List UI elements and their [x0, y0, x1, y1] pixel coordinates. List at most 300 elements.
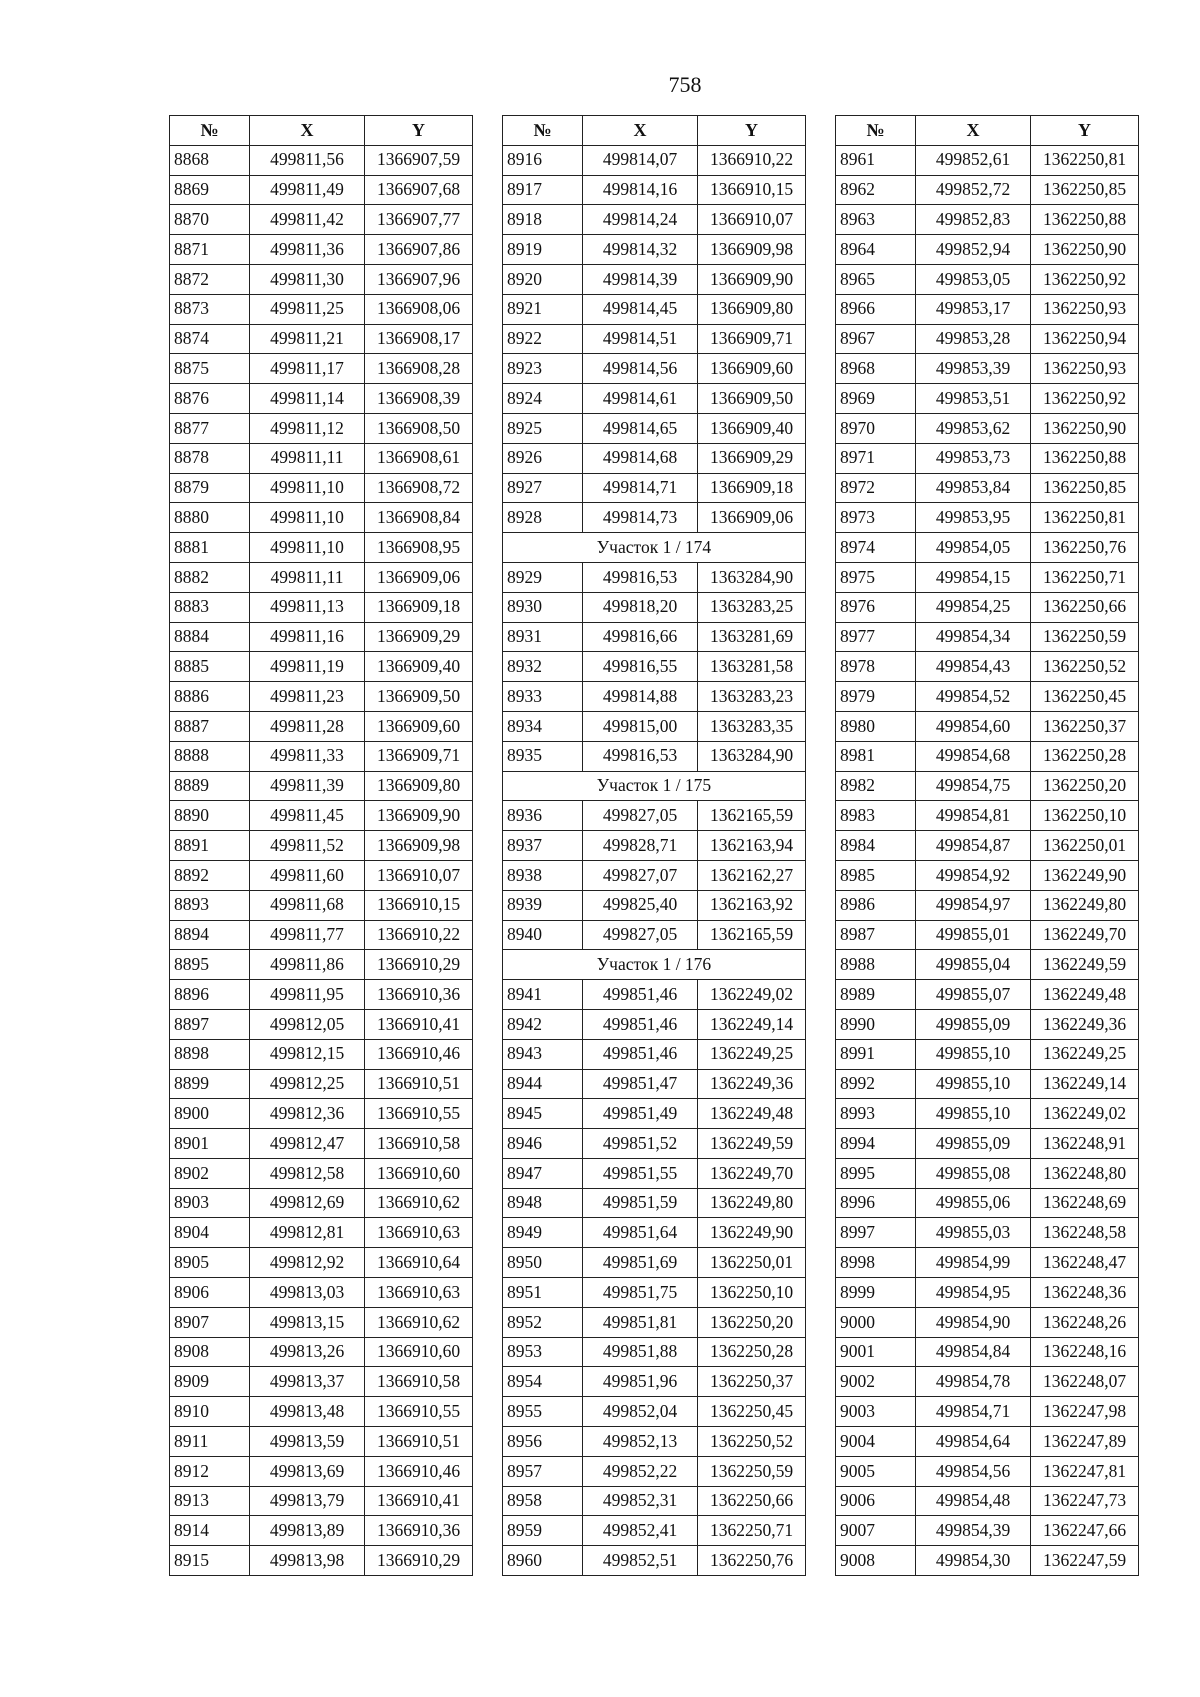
point-number: 8941 — [503, 980, 583, 1010]
x-coordinate: 499852,61 — [916, 145, 1031, 175]
x-coordinate: 499813,69 — [250, 1456, 365, 1486]
x-coordinate: 499854,56 — [916, 1456, 1031, 1486]
y-coordinate: 1362250,76 — [1031, 533, 1139, 563]
y-coordinate: 1362250,88 — [1031, 443, 1139, 473]
point-number: 8972 — [836, 473, 916, 503]
y-coordinate: 1362248,36 — [1031, 1278, 1139, 1308]
point-number: 8919 — [503, 235, 583, 265]
y-coordinate: 1366910,58 — [365, 1367, 473, 1397]
table-row — [503, 831, 806, 861]
y-coordinate: 1366907,96 — [365, 264, 473, 294]
point-number: 8874 — [170, 324, 250, 354]
x-coordinate: 499811,52 — [250, 831, 365, 861]
y-coordinate: 1362250,59 — [1031, 622, 1139, 652]
x-coordinate: 499854,99 — [916, 1248, 1031, 1278]
table-row — [836, 533, 1139, 563]
table-row — [836, 860, 1139, 890]
y-coordinate: 1362250,28 — [1031, 741, 1139, 771]
y-coordinate: 1366909,90 — [365, 801, 473, 831]
table-row — [503, 294, 806, 324]
x-coordinate: 499854,95 — [916, 1278, 1031, 1308]
table-row — [503, 1278, 806, 1308]
y-coordinate: 1362250,37 — [698, 1367, 806, 1397]
y-coordinate: 1363283,25 — [698, 592, 806, 622]
y-coordinate: 1366907,59 — [365, 145, 473, 175]
y-coordinate: 1366910,36 — [365, 1516, 473, 1546]
point-number: 8975 — [836, 562, 916, 592]
section-row — [503, 533, 806, 563]
point-number: 8883 — [170, 592, 250, 622]
table-row — [170, 1248, 473, 1278]
y-coordinate: 1366910,29 — [365, 950, 473, 980]
x-coordinate: 499813,37 — [250, 1367, 365, 1397]
x-coordinate: 499814,32 — [583, 235, 698, 265]
header-number: № — [170, 116, 250, 146]
header-y: Y — [1031, 116, 1139, 146]
y-coordinate: 1366909,40 — [365, 652, 473, 682]
x-coordinate: 499811,13 — [250, 592, 365, 622]
y-coordinate: 1366909,80 — [698, 294, 806, 324]
y-coordinate: 1363281,69 — [698, 622, 806, 652]
table-row — [503, 235, 806, 265]
table-row — [170, 1039, 473, 1069]
y-coordinate: 1362250,52 — [698, 1427, 806, 1457]
y-coordinate: 1362249,25 — [698, 1039, 806, 1069]
table-row — [503, 801, 806, 831]
point-number: 8879 — [170, 473, 250, 503]
point-number: 8935 — [503, 741, 583, 771]
y-coordinate: 1366910,55 — [365, 1397, 473, 1427]
y-coordinate: 1362250,59 — [698, 1456, 806, 1486]
point-number: 8887 — [170, 711, 250, 741]
table-row — [836, 1158, 1139, 1188]
header-row — [836, 116, 1139, 146]
point-number: 8984 — [836, 831, 916, 861]
table-row — [836, 1337, 1139, 1367]
y-coordinate: 1362250,92 — [1031, 264, 1139, 294]
table-row — [836, 294, 1139, 324]
y-coordinate: 1366908,72 — [365, 473, 473, 503]
x-coordinate: 499811,14 — [250, 384, 365, 414]
x-coordinate: 499855,10 — [916, 1069, 1031, 1099]
x-coordinate: 499816,66 — [583, 622, 698, 652]
point-number: 8921 — [503, 294, 583, 324]
y-coordinate: 1366909,06 — [698, 503, 806, 533]
table-row — [170, 1337, 473, 1367]
table-row — [836, 1486, 1139, 1516]
y-coordinate: 1366910,22 — [365, 920, 473, 950]
table-row — [170, 1188, 473, 1218]
x-coordinate: 499854,60 — [916, 711, 1031, 741]
point-number: 8949 — [503, 1218, 583, 1248]
point-number: 8944 — [503, 1069, 583, 1099]
point-number: 8992 — [836, 1069, 916, 1099]
x-coordinate: 499854,52 — [916, 682, 1031, 712]
x-coordinate: 499814,24 — [583, 205, 698, 235]
x-coordinate: 499816,53 — [583, 562, 698, 592]
point-number: 8968 — [836, 354, 916, 384]
y-coordinate: 1362249,14 — [1031, 1069, 1139, 1099]
table-row — [503, 1009, 806, 1039]
point-number: 8872 — [170, 264, 250, 294]
point-number: 9006 — [836, 1486, 916, 1516]
point-number: 8943 — [503, 1039, 583, 1069]
table-row — [503, 1456, 806, 1486]
point-number: 8902 — [170, 1158, 250, 1188]
table-row — [836, 1009, 1139, 1039]
point-number: 8914 — [170, 1516, 250, 1546]
x-coordinate: 499811,30 — [250, 264, 365, 294]
x-coordinate: 499855,07 — [916, 980, 1031, 1010]
point-number: 8926 — [503, 443, 583, 473]
x-coordinate: 499854,34 — [916, 622, 1031, 652]
y-coordinate: 1366908,50 — [365, 413, 473, 443]
y-coordinate: 1366910,46 — [365, 1039, 473, 1069]
table-row — [170, 1397, 473, 1427]
table-row — [170, 801, 473, 831]
x-coordinate: 499854,81 — [916, 801, 1031, 831]
y-coordinate: 1362249,80 — [1031, 890, 1139, 920]
table-row — [170, 1218, 473, 1248]
y-coordinate: 1366907,77 — [365, 205, 473, 235]
point-number: 8885 — [170, 652, 250, 682]
point-number: 8911 — [170, 1427, 250, 1457]
x-coordinate: 499814,73 — [583, 503, 698, 533]
y-coordinate: 1366909,60 — [365, 711, 473, 741]
table-row — [503, 592, 806, 622]
header-row — [170, 116, 473, 146]
point-number: 8870 — [170, 205, 250, 235]
table-row — [170, 741, 473, 771]
x-coordinate: 499853,73 — [916, 443, 1031, 473]
y-coordinate: 1366908,06 — [365, 294, 473, 324]
x-coordinate: 499811,23 — [250, 682, 365, 712]
x-coordinate: 499854,87 — [916, 831, 1031, 861]
table-row — [503, 1427, 806, 1457]
x-coordinate: 499854,05 — [916, 533, 1031, 563]
point-number: 8894 — [170, 920, 250, 950]
x-coordinate: 499811,21 — [250, 324, 365, 354]
x-coordinate: 499811,39 — [250, 771, 365, 801]
point-number: 8963 — [836, 205, 916, 235]
point-number: 8871 — [170, 235, 250, 265]
x-coordinate: 499851,59 — [583, 1188, 698, 1218]
table-row — [170, 1009, 473, 1039]
table-row — [836, 1099, 1139, 1129]
y-coordinate: 1362250,90 — [1031, 413, 1139, 443]
x-coordinate: 499811,28 — [250, 711, 365, 741]
table-row — [836, 682, 1139, 712]
point-number: 8948 — [503, 1188, 583, 1218]
x-coordinate: 499854,15 — [916, 562, 1031, 592]
point-number: 8931 — [503, 622, 583, 652]
table-row — [170, 682, 473, 712]
y-coordinate: 1366910,22 — [698, 145, 806, 175]
table-row — [170, 1486, 473, 1516]
y-coordinate: 1366909,98 — [698, 235, 806, 265]
table-row — [836, 384, 1139, 414]
table-row — [836, 443, 1139, 473]
table-row — [836, 771, 1139, 801]
point-number: 8908 — [170, 1337, 250, 1367]
table-row — [170, 1099, 473, 1129]
y-coordinate: 1366909,18 — [698, 473, 806, 503]
point-number: 8923 — [503, 354, 583, 384]
table-row — [836, 920, 1139, 950]
table-row — [170, 711, 473, 741]
point-number: 8995 — [836, 1158, 916, 1188]
point-number: 8993 — [836, 1099, 916, 1129]
x-coordinate: 499851,49 — [583, 1099, 698, 1129]
x-coordinate: 499813,26 — [250, 1337, 365, 1367]
point-number: 8898 — [170, 1039, 250, 1069]
y-coordinate: 1362248,47 — [1031, 1248, 1139, 1278]
y-coordinate: 1366909,18 — [365, 592, 473, 622]
x-coordinate: 499855,06 — [916, 1188, 1031, 1218]
table-row — [170, 771, 473, 801]
table-row — [503, 443, 806, 473]
point-number: 8962 — [836, 175, 916, 205]
point-number: 8952 — [503, 1307, 583, 1337]
y-coordinate: 1362249,90 — [1031, 860, 1139, 890]
table-row — [170, 980, 473, 1010]
section-row — [503, 950, 806, 980]
x-coordinate: 499811,19 — [250, 652, 365, 682]
x-coordinate: 499818,20 — [583, 592, 698, 622]
y-coordinate: 1366910,55 — [365, 1099, 473, 1129]
table-row — [170, 205, 473, 235]
point-number: 8981 — [836, 741, 916, 771]
point-number: 8977 — [836, 622, 916, 652]
x-coordinate: 499853,84 — [916, 473, 1031, 503]
x-coordinate: 499853,95 — [916, 503, 1031, 533]
y-coordinate: 1362250,93 — [1031, 354, 1139, 384]
y-coordinate: 1362250,66 — [1031, 592, 1139, 622]
point-number: 8959 — [503, 1516, 583, 1546]
y-coordinate: 1366908,95 — [365, 533, 473, 563]
point-number: 8956 — [503, 1427, 583, 1457]
point-number: 8930 — [503, 592, 583, 622]
table-row — [170, 831, 473, 861]
x-coordinate: 499811,86 — [250, 950, 365, 980]
x-coordinate: 499853,51 — [916, 384, 1031, 414]
y-coordinate: 1366910,60 — [365, 1337, 473, 1367]
coordinate-table-1 — [169, 115, 473, 1576]
x-coordinate: 499814,39 — [583, 264, 698, 294]
point-number: 9000 — [836, 1307, 916, 1337]
y-coordinate: 1362162,27 — [698, 860, 806, 890]
table-row — [836, 473, 1139, 503]
point-number: 8891 — [170, 831, 250, 861]
point-number: 8917 — [503, 175, 583, 205]
coordinate-table-2 — [502, 115, 806, 1576]
y-coordinate: 1362249,59 — [1031, 950, 1139, 980]
x-coordinate: 499827,07 — [583, 860, 698, 890]
point-number: 8892 — [170, 860, 250, 890]
table-row — [836, 264, 1139, 294]
table-row — [503, 622, 806, 652]
point-number: 8964 — [836, 235, 916, 265]
x-coordinate: 499814,61 — [583, 384, 698, 414]
point-number: 8997 — [836, 1218, 916, 1248]
x-coordinate: 499851,46 — [583, 1009, 698, 1039]
y-coordinate: 1362250,81 — [1031, 503, 1139, 533]
y-coordinate: 1362248,80 — [1031, 1158, 1139, 1188]
table-row — [836, 562, 1139, 592]
x-coordinate: 499812,69 — [250, 1188, 365, 1218]
table-row — [503, 175, 806, 205]
point-number: 8985 — [836, 860, 916, 890]
header-number: № — [503, 116, 583, 146]
table-row — [503, 980, 806, 1010]
x-coordinate: 499811,16 — [250, 622, 365, 652]
point-number: 8955 — [503, 1397, 583, 1427]
table-row — [170, 145, 473, 175]
y-coordinate: 1363283,23 — [698, 682, 806, 712]
point-number: 8933 — [503, 682, 583, 712]
x-coordinate: 499854,48 — [916, 1486, 1031, 1516]
y-coordinate: 1362249,59 — [698, 1129, 806, 1159]
table-row — [836, 1456, 1139, 1486]
table-row — [836, 205, 1139, 235]
x-coordinate: 499851,64 — [583, 1218, 698, 1248]
x-coordinate: 499854,90 — [916, 1307, 1031, 1337]
point-number: 8875 — [170, 354, 250, 384]
table-row — [836, 1218, 1139, 1248]
x-coordinate: 499854,71 — [916, 1397, 1031, 1427]
point-number: 8960 — [503, 1546, 583, 1576]
x-coordinate: 499811,60 — [250, 860, 365, 890]
point-number: 8922 — [503, 324, 583, 354]
point-number: 9001 — [836, 1337, 916, 1367]
table-row — [170, 1307, 473, 1337]
y-coordinate: 1362163,92 — [698, 890, 806, 920]
point-number: 8951 — [503, 1278, 583, 1308]
table-row — [503, 1069, 806, 1099]
y-coordinate: 1366910,29 — [365, 1546, 473, 1576]
header-number: № — [836, 116, 916, 146]
x-coordinate: 499852,72 — [916, 175, 1031, 205]
point-number: 8942 — [503, 1009, 583, 1039]
x-coordinate: 499854,25 — [916, 592, 1031, 622]
x-coordinate: 499854,92 — [916, 860, 1031, 890]
table-row — [836, 831, 1139, 861]
y-coordinate: 1366910,63 — [365, 1278, 473, 1308]
section-row — [503, 771, 806, 801]
x-coordinate: 499851,96 — [583, 1367, 698, 1397]
x-coordinate: 499852,22 — [583, 1456, 698, 1486]
y-coordinate: 1362250,52 — [1031, 652, 1139, 682]
y-coordinate: 1366910,36 — [365, 980, 473, 1010]
x-coordinate: 499854,68 — [916, 741, 1031, 771]
y-coordinate: 1362248,16 — [1031, 1337, 1139, 1367]
point-number: 8989 — [836, 980, 916, 1010]
x-coordinate: 499811,68 — [250, 890, 365, 920]
x-coordinate: 499814,07 — [583, 145, 698, 175]
table-row — [503, 473, 806, 503]
table-row — [170, 860, 473, 890]
point-number: 8880 — [170, 503, 250, 533]
y-coordinate: 1362250,45 — [1031, 682, 1139, 712]
y-coordinate: 1362247,59 — [1031, 1546, 1139, 1576]
y-coordinate: 1362250,93 — [1031, 294, 1139, 324]
point-number: 8900 — [170, 1099, 250, 1129]
point-number: 8877 — [170, 413, 250, 443]
point-number: 8924 — [503, 384, 583, 414]
table-row — [836, 801, 1139, 831]
table-row — [170, 324, 473, 354]
x-coordinate: 499851,46 — [583, 1039, 698, 1069]
table-row — [170, 1427, 473, 1457]
x-coordinate: 499828,71 — [583, 831, 698, 861]
point-number: 8896 — [170, 980, 250, 1010]
header-x: X — [916, 116, 1031, 146]
section-label: Участок 1 / 175 — [503, 771, 806, 801]
y-coordinate: 1366910,62 — [365, 1307, 473, 1337]
y-coordinate: 1366910,62 — [365, 1188, 473, 1218]
point-number: 8974 — [836, 533, 916, 563]
point-number: 8901 — [170, 1129, 250, 1159]
x-coordinate: 499854,84 — [916, 1337, 1031, 1367]
table-row — [170, 652, 473, 682]
table-row — [503, 652, 806, 682]
y-coordinate: 1362247,66 — [1031, 1516, 1139, 1546]
table-row — [836, 1367, 1139, 1397]
point-number: 8980 — [836, 711, 916, 741]
y-coordinate: 1362248,26 — [1031, 1307, 1139, 1337]
point-number: 8920 — [503, 264, 583, 294]
x-coordinate: 499851,69 — [583, 1248, 698, 1278]
y-coordinate: 1363284,90 — [698, 741, 806, 771]
y-coordinate: 1366909,98 — [365, 831, 473, 861]
table-row — [503, 860, 806, 890]
x-coordinate: 499811,49 — [250, 175, 365, 205]
y-coordinate: 1366908,61 — [365, 443, 473, 473]
y-coordinate: 1362165,59 — [698, 920, 806, 950]
point-number: 8913 — [170, 1486, 250, 1516]
table-row — [836, 1427, 1139, 1457]
y-coordinate: 1362248,69 — [1031, 1188, 1139, 1218]
point-number: 8897 — [170, 1009, 250, 1039]
table-row — [503, 890, 806, 920]
table-row — [503, 384, 806, 414]
x-coordinate: 499811,12 — [250, 413, 365, 443]
table-row — [170, 384, 473, 414]
table-row — [836, 175, 1139, 205]
page-number: 758 — [668, 72, 702, 97]
x-coordinate: 499854,78 — [916, 1367, 1031, 1397]
table-row — [170, 1456, 473, 1486]
y-coordinate: 1366909,71 — [365, 741, 473, 771]
y-coordinate: 1362250,01 — [1031, 831, 1139, 861]
point-number: 8938 — [503, 860, 583, 890]
table-row — [503, 1039, 806, 1069]
y-coordinate: 1362247,98 — [1031, 1397, 1139, 1427]
y-coordinate: 1366909,06 — [365, 562, 473, 592]
table-row — [503, 145, 806, 175]
point-number: 8986 — [836, 890, 916, 920]
point-number: 8990 — [836, 1009, 916, 1039]
x-coordinate: 499855,01 — [916, 920, 1031, 950]
point-number: 9004 — [836, 1427, 916, 1457]
y-coordinate: 1362249,80 — [698, 1188, 806, 1218]
point-number: 9003 — [836, 1397, 916, 1427]
y-coordinate: 1362249,02 — [698, 980, 806, 1010]
header-row — [503, 116, 806, 146]
table-row — [170, 622, 473, 652]
y-coordinate: 1366909,80 — [365, 771, 473, 801]
y-coordinate: 1362250,20 — [1031, 771, 1139, 801]
